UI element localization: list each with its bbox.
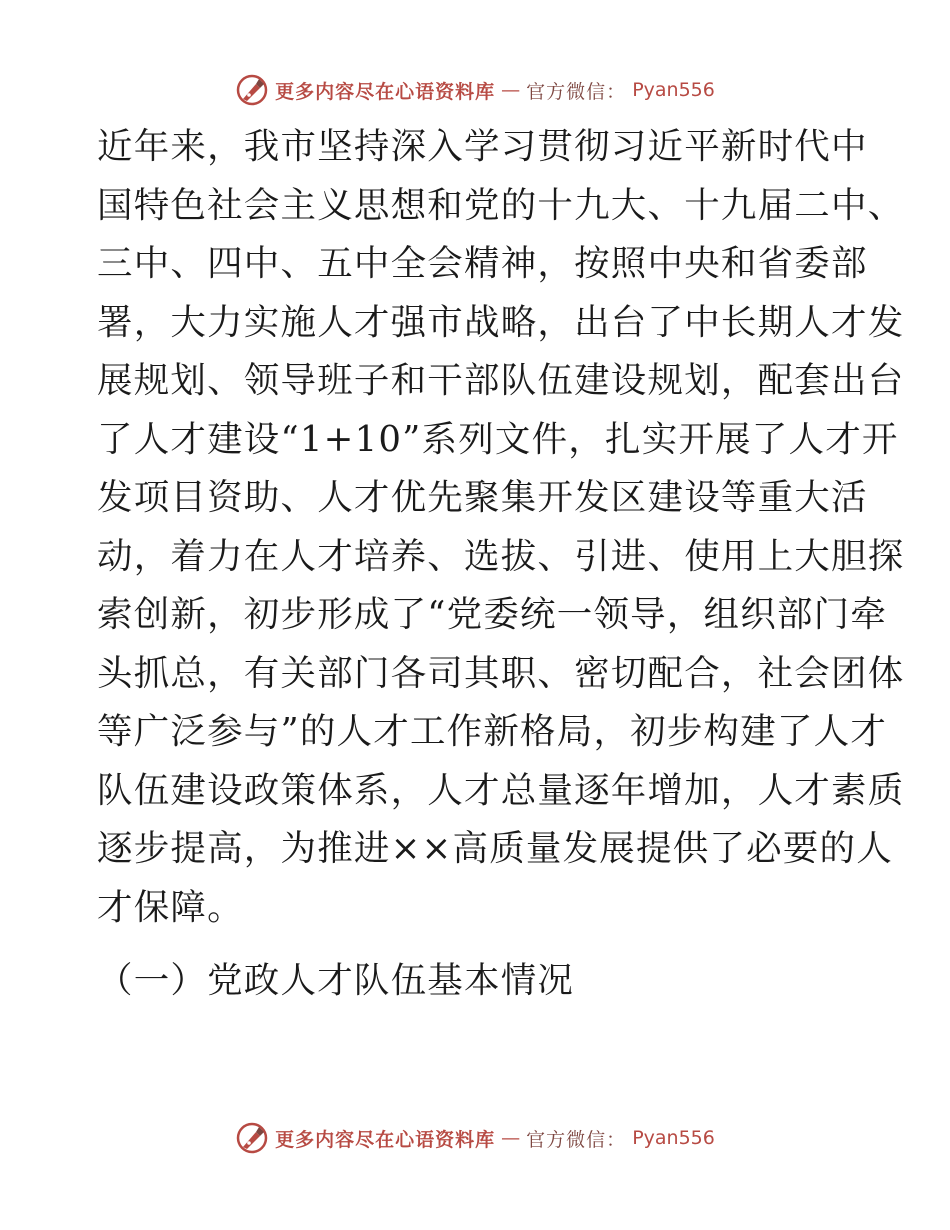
body-line: 了人才建设“1+10”系列文件，扎实开展了人才开: [97, 418, 899, 460]
section-subheading: （一）党政人才队伍基本情况: [97, 960, 575, 1001]
header-banner-wechat-id: Pyan556: [632, 79, 715, 101]
body-paragraph: [97, 118, 905, 937]
body-line: 近年来，我市坚持深入学习贯彻习近平新时代中: [97, 126, 868, 167]
body-line: 头抓总，有关部门各司其职、密切配合，社会团体: [97, 652, 905, 694]
footer-watermark-banner: [0, 1118, 950, 1158]
body-line: 三中、四中、五中全会精神，按照中央和省委部: [97, 243, 868, 284]
header-watermark-banner: [0, 70, 950, 110]
body-line: 队伍建设政策体系，人才总量逐年增加，人才素质: [97, 769, 905, 811]
pen-nib-logo-icon: [235, 73, 269, 107]
header-banner-official-label: 官方微信：: [526, 80, 627, 103]
footer-banner-main-text: 更多内容尽在心语资料库: [275, 1128, 496, 1151]
header-banner-dash: —: [501, 79, 521, 101]
body-line: 发项目资助、人才优先聚集开发区建设等重大活: [97, 477, 868, 518]
body-line: 索创新，初步形成了“党委统一领导，组织部门牵: [97, 594, 888, 635]
header-banner-main-text: 更多内容尽在心语资料库: [275, 80, 496, 103]
pen-nib-logo-icon: [235, 1121, 269, 1155]
body-line: 才保障。: [97, 886, 244, 928]
body-line: 动，着力在人才培养、选拔、引进、使用上大胆探: [97, 535, 905, 577]
body-line: 署，大力实施人才强市战略，出台了中长期人才发: [97, 301, 905, 343]
body-line: 等广泛参与”的人才工作新格局，初步构建了人才: [97, 711, 888, 752]
body-line: 逐步提高，为推进××高质量发展提供了必要的人: [97, 828, 893, 869]
body-line: 展规划、领导班子和干部队伍建设规划，配套出台: [97, 360, 905, 401]
body-line: 国特色社会主义思想和党的十九大、十九届二中、: [97, 184, 905, 226]
footer-banner-dash: —: [501, 1127, 521, 1149]
footer-banner-official-label: 官方微信：: [526, 1128, 627, 1151]
footer-banner-wechat-id: Pyan556: [632, 1127, 715, 1149]
